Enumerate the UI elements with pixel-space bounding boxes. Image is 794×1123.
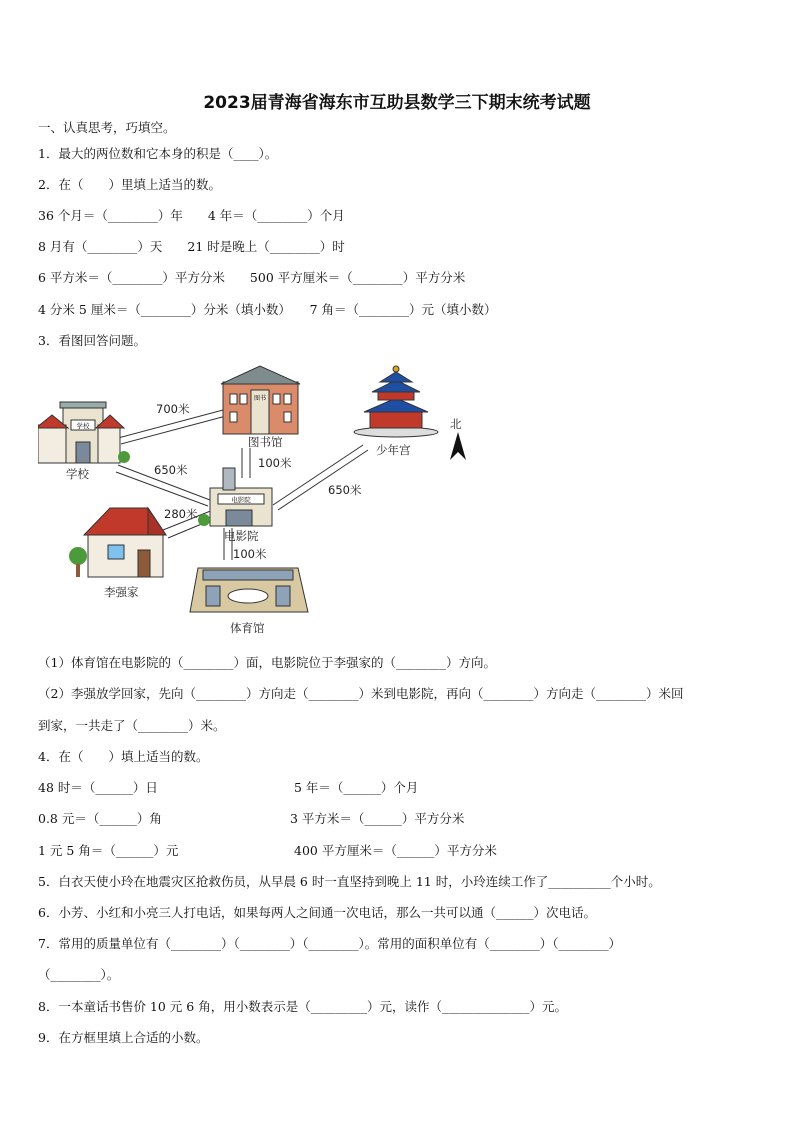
question-2: 2．在（ ）里填上适当的数。	[38, 177, 221, 192]
question-9: 9．在方框里填上合适的小数。	[38, 1030, 209, 1045]
distance-library-cinema: 100米	[258, 456, 292, 470]
youth-palace-label: 少年宫	[376, 443, 411, 457]
question-2-line: 4 分米 5 厘米＝（________）分米（填小数） 7 角＝（________）元（填小数）	[38, 302, 497, 317]
page-title: 2023届青海省海东市互助县数学三下期末统考试题	[203, 93, 591, 113]
question-4: 4．在（ ）填上适当的数。	[38, 749, 209, 764]
question-2-line: 6 平方米＝（________）平方分米 500 平方厘米＝（________）平方分米	[38, 270, 466, 285]
distance-home-cinema: 280米	[164, 507, 198, 521]
cinema-sign: 电影院	[231, 496, 251, 504]
gym-building-icon	[190, 568, 308, 612]
question-2-line: 8 月有（________）天 21 时是晚上（________）时	[38, 239, 345, 254]
gym-label: 体育馆	[230, 621, 265, 635]
distance-school-library: 700米	[156, 402, 190, 416]
question-4-item: 48 时＝（______）日	[38, 780, 158, 795]
distance-school-cinema: 650米	[154, 463, 188, 477]
home-label: 李强家	[104, 585, 139, 599]
question-3-part-2-cont: 到家，一共走了（________）米。	[38, 718, 226, 733]
north-label: 北	[450, 417, 462, 431]
question-4-item: 1 元 5 角＝（______）元	[38, 843, 179, 858]
distance-cinema-gym: 100米	[233, 547, 267, 561]
question-4-item: 5 年＝（______）个月	[294, 780, 419, 795]
question-4-item: 400 平方厘米＝（______）平方分米	[294, 843, 497, 858]
question-7: 7．常用的质量单位有（________）（________）（________）。常用的面积单位有（________）（________）	[38, 936, 621, 951]
school-label: 学校	[66, 467, 89, 481]
question-3-part-2: （2）李强放学回家，先向（________）方向走（________）米到电影院，再向（________）方向走（________）米回	[38, 686, 684, 701]
library-label: 图书馆	[248, 435, 283, 449]
school-building-icon	[38, 402, 130, 463]
distance-youth-cinema: 650米	[328, 483, 362, 497]
library-building-icon	[221, 366, 300, 434]
question-3-part-1: （1）体育馆在电影院的（________）面，电影院位于李强家的（________）方向。	[38, 655, 496, 670]
youth-palace-temple-icon	[354, 366, 438, 437]
question-3: 3．看图回答问题。	[38, 333, 146, 348]
question-1: 1．最大的两位数和它本身的积是（____）。	[38, 146, 278, 161]
section-heading: 一、认真思考，巧填空。	[38, 120, 176, 135]
question-2-line: 36 个月＝（________）年 4 年＝（________）个月	[38, 208, 345, 223]
location-map	[38, 360, 478, 645]
question-8: 8．一本童话书售价 10 元 6 角，用小数表示是（_________）元，读作（______________）元。	[38, 999, 567, 1014]
north-arrow-icon	[450, 432, 466, 460]
question-5: 5．白衣天使小玲在地震灾区抢救伤员，从早晨 6 时一直坚持到晚上 11 时，小玲连续工作了__________个小时。	[38, 874, 661, 889]
question-6: 6．小芳、小红和小亮三人打电话，如果每两人之间通一次电话，那么一共可以通（______）次电话。	[38, 905, 596, 920]
school-sign: 学校	[76, 422, 90, 430]
cinema-building-icon	[198, 468, 272, 526]
question-7-cont: （________）。	[38, 967, 120, 982]
question-4-item: 3 平方米＝（______）平方分米	[290, 811, 465, 826]
home-house-icon	[69, 508, 166, 577]
question-4-item: 0.8 元＝（______）角	[38, 811, 162, 826]
cinema-label: 电影院	[224, 529, 259, 543]
library-sign: 图书	[253, 395, 267, 402]
